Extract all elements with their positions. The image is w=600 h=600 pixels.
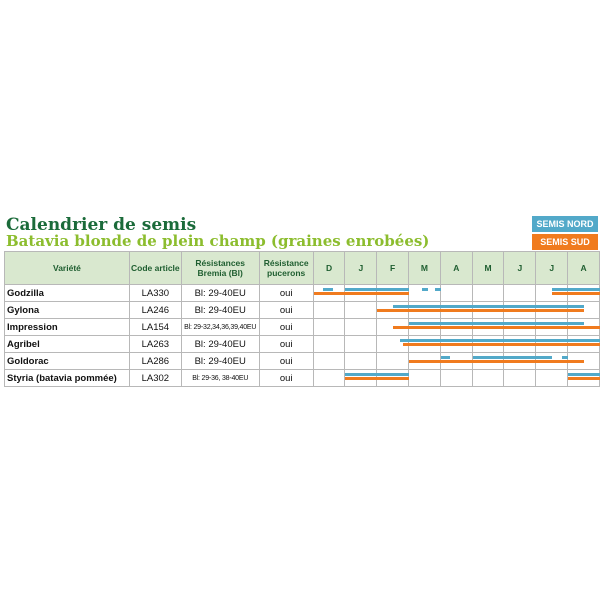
month-cell — [472, 370, 504, 387]
pucerons-cell: oui — [259, 353, 313, 370]
month-cell — [377, 302, 409, 319]
table-row — [5, 302, 600, 319]
semis-nord-bar — [536, 322, 568, 325]
variete-cell: Impression — [5, 319, 130, 336]
semis-sud-bar — [504, 360, 536, 363]
page-title: Calendrier de semis — [6, 215, 197, 235]
header-month: F — [377, 252, 409, 285]
header-month: J — [536, 252, 568, 285]
semis-sud-bar — [345, 292, 377, 295]
month-cell — [345, 285, 377, 302]
month-cell — [504, 319, 536, 336]
semis-sud-bar — [536, 343, 568, 346]
semis-nord-bar — [409, 322, 441, 325]
resistances-cell: Bl: 29-36, 38-40EU — [181, 370, 259, 387]
resistances-cell: Bl: 29-40EU — [181, 336, 259, 353]
month-cell — [377, 285, 409, 302]
month-cell — [504, 302, 536, 319]
code-cell: LA286 — [129, 353, 181, 370]
semis-sud-bar — [536, 360, 568, 363]
month-cell — [313, 370, 345, 387]
pucerons-cell: oui — [259, 319, 313, 336]
code-cell: LA246 — [129, 302, 181, 319]
header-month: M — [409, 252, 441, 285]
sowing-calendar-table — [4, 251, 600, 387]
semis-sud-bar — [536, 326, 568, 329]
header-month: M — [472, 252, 504, 285]
semis-sud-bar — [568, 326, 600, 329]
month-cell — [409, 319, 441, 336]
semis-sud-bar — [568, 343, 600, 346]
semis-sud-bar — [504, 343, 536, 346]
month-cell — [440, 302, 472, 319]
variete-cell: Goldorac — [5, 353, 130, 370]
semis-sud-bar — [473, 360, 505, 363]
month-cell — [536, 319, 568, 336]
code-cell: LA330 — [129, 285, 181, 302]
month-cell — [313, 302, 345, 319]
semis-sud-bar — [314, 292, 346, 295]
header-variete: Variété — [5, 252, 130, 285]
month-cell — [568, 370, 600, 387]
month-cell — [409, 302, 441, 319]
table-row — [5, 319, 600, 336]
month-cell — [472, 285, 504, 302]
semis-sud-bar — [441, 326, 473, 329]
semis-sud-bar — [409, 360, 441, 363]
semis-nord-bar — [422, 288, 428, 291]
semis-nord-bar — [568, 373, 600, 376]
semis-sud-bar — [377, 292, 409, 295]
semis-nord-bar — [441, 356, 451, 359]
month-cell — [504, 353, 536, 370]
header-month: D — [313, 252, 345, 285]
month-cell — [504, 370, 536, 387]
month-cell — [409, 353, 441, 370]
month-cell — [536, 370, 568, 387]
month-cell — [440, 370, 472, 387]
month-cell — [568, 336, 600, 353]
header-month: J — [345, 252, 377, 285]
month-cell — [536, 336, 568, 353]
month-cell — [568, 319, 600, 336]
header-month: A — [440, 252, 472, 285]
semis-sud-bar — [568, 360, 584, 363]
semis-sud-bar — [568, 309, 584, 312]
semis-sud-bar — [377, 377, 409, 380]
table-row — [5, 285, 600, 302]
month-cell — [313, 285, 345, 302]
month-cell — [472, 336, 504, 353]
semis-nord-bar — [504, 356, 536, 359]
month-cell — [409, 336, 441, 353]
semis-sud-bar — [536, 309, 568, 312]
semis-nord-bar — [473, 305, 505, 308]
header-resistances: Résistances Bremia (Bl) — [181, 252, 259, 285]
month-cell — [568, 353, 600, 370]
month-cell — [536, 285, 568, 302]
semis-nord-bar — [441, 305, 473, 308]
semis-sud-bar — [568, 377, 600, 380]
month-cell — [313, 319, 345, 336]
month-cell — [377, 319, 409, 336]
month-cell — [504, 285, 536, 302]
month-cell — [472, 302, 504, 319]
month-cell — [345, 319, 377, 336]
resistances-cell: Bl: 29-32,34,36,39,40EU — [181, 319, 259, 336]
semis-nord-bar — [536, 356, 552, 359]
semis-sud-bar — [441, 360, 473, 363]
month-cell — [409, 370, 441, 387]
semis-sud-bar — [409, 343, 441, 346]
semis-sud-bar — [345, 377, 377, 380]
month-cell — [377, 370, 409, 387]
month-cell — [440, 353, 472, 370]
semis-nord-bar — [536, 339, 568, 342]
semis-nord-bar — [568, 305, 584, 308]
semis-nord-bar — [552, 288, 568, 291]
semis-nord-bar — [409, 305, 441, 308]
semis-sud-bar — [473, 309, 505, 312]
semis-sud-bar — [568, 292, 600, 295]
semis-nord-bar — [473, 339, 505, 342]
semis-nord-bar — [441, 322, 473, 325]
table-row — [5, 370, 600, 387]
month-cell — [345, 302, 377, 319]
month-cell — [504, 336, 536, 353]
variete-cell: Styria (batavia pommée) — [5, 370, 130, 387]
header-row — [5, 252, 600, 285]
month-cell — [568, 302, 600, 319]
resistances-cell: Bl: 29-40EU — [181, 353, 259, 370]
month-cell — [409, 285, 441, 302]
legend-semis-nord: SEMIS NORD — [532, 216, 598, 232]
month-cell — [536, 353, 568, 370]
variete-cell: Gylona — [5, 302, 130, 319]
header-month: A — [568, 252, 600, 285]
variete-cell: Agribel — [5, 336, 130, 353]
semis-nord-bar — [441, 339, 473, 342]
semis-sud-bar — [377, 309, 409, 312]
semis-sud-bar — [441, 309, 473, 312]
month-cell — [345, 353, 377, 370]
semis-nord-bar — [568, 288, 600, 291]
month-cell — [377, 336, 409, 353]
month-cell — [568, 285, 600, 302]
semis-sud-bar — [409, 309, 441, 312]
semis-nord-bar — [536, 305, 568, 308]
month-cell — [472, 353, 504, 370]
header-pucerons: Résistance pucerons — [259, 252, 313, 285]
pucerons-cell: oui — [259, 336, 313, 353]
header-month: J — [504, 252, 536, 285]
code-cell: LA302 — [129, 370, 181, 387]
header-code: Code article — [129, 252, 181, 285]
semis-nord-bar — [473, 322, 505, 325]
page-subtitle: Batavia blonde de plein champ (graines enrobées) — [6, 232, 430, 250]
table-row — [5, 336, 600, 353]
pucerons-cell: oui — [259, 370, 313, 387]
month-cell — [440, 319, 472, 336]
semis-nord-bar — [345, 373, 377, 376]
month-cell — [313, 336, 345, 353]
month-cell — [536, 302, 568, 319]
pucerons-cell: oui — [259, 302, 313, 319]
semis-sud-bar — [473, 326, 505, 329]
semis-nord-bar — [377, 288, 409, 291]
semis-sud-bar — [504, 309, 536, 312]
month-cell — [313, 353, 345, 370]
semis-nord-bar — [568, 322, 584, 325]
semis-sud-bar — [552, 292, 568, 295]
code-cell: LA263 — [129, 336, 181, 353]
resistances-cell: Bl: 29-40EU — [181, 302, 259, 319]
semis-sud-bar — [393, 326, 409, 329]
semis-nord-bar — [345, 288, 377, 291]
month-cell — [345, 336, 377, 353]
semis-nord-bar — [377, 373, 409, 376]
legend-semis-sud: SEMIS SUD — [532, 234, 598, 250]
semis-sud-bar — [473, 343, 505, 346]
semis-sud-bar — [441, 343, 473, 346]
month-cell — [345, 370, 377, 387]
month-cell — [440, 285, 472, 302]
semis-sud-bar — [504, 326, 536, 329]
semis-nord-bar — [323, 288, 333, 291]
semis-sud-bar — [409, 326, 441, 329]
month-cell — [440, 336, 472, 353]
variete-cell: Godzilla — [5, 285, 130, 302]
month-cell — [377, 353, 409, 370]
table-row — [5, 353, 600, 370]
semis-nord-bar — [504, 305, 536, 308]
code-cell: LA154 — [129, 319, 181, 336]
month-cell — [472, 319, 504, 336]
semis-nord-bar — [409, 339, 441, 342]
semis-nord-bar — [568, 339, 600, 342]
pucerons-cell: oui — [259, 285, 313, 302]
resistances-cell: Bl: 29-40EU — [181, 285, 259, 302]
semis-nord-bar — [504, 339, 536, 342]
semis-nord-bar — [393, 305, 409, 308]
semis-nord-bar — [473, 356, 505, 359]
semis-nord-bar — [504, 322, 536, 325]
